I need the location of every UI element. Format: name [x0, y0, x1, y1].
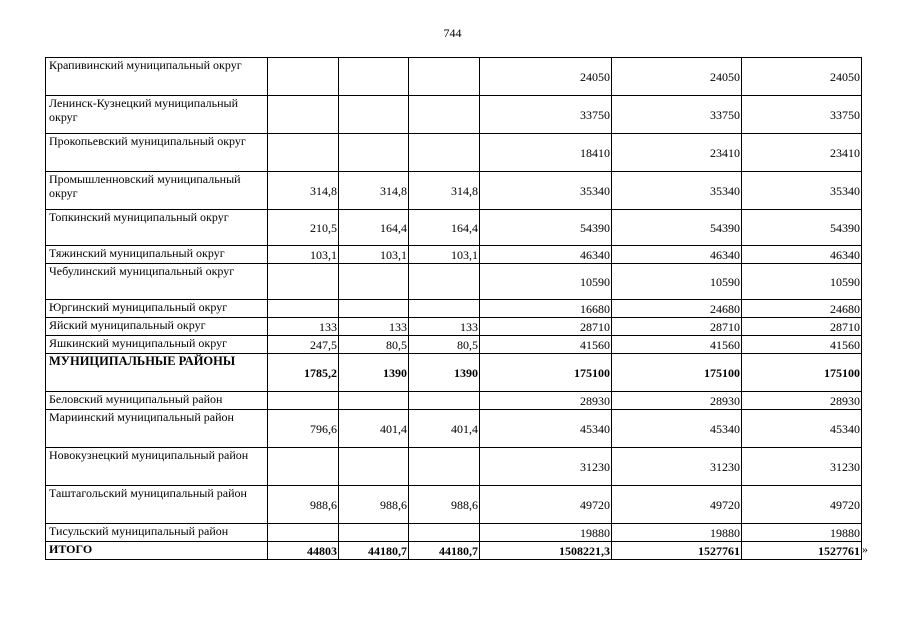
cell-col-1: 988,6: [268, 486, 339, 524]
closing-quote-mark: »: [862, 542, 868, 556]
cell-col-6: 41560: [742, 336, 862, 354]
cell-col-3: [409, 264, 480, 300]
cell-col-2: 133: [339, 318, 409, 336]
cell-col-2: 164,4: [339, 210, 409, 246]
table-row: [46, 58, 862, 96]
table-row: [46, 134, 862, 172]
row-name: Яйский муниципальный округ: [46, 318, 268, 336]
row-name: Таштагольский муниципальный район: [46, 486, 268, 524]
cell-col-6: 54390: [742, 210, 862, 246]
cell-col-5: 45340: [612, 410, 742, 448]
cell-col-2: 314,8: [339, 172, 409, 210]
cell-col-6: 31230: [742, 448, 862, 486]
cell-col-4: 16680: [480, 300, 612, 318]
total-row: [46, 542, 862, 560]
cell-col-1: 103,1: [268, 246, 339, 264]
cell-col-6: 28710: [742, 318, 862, 336]
table-row: [46, 264, 862, 300]
cell-col-6: 49720: [742, 486, 862, 524]
table-row: [46, 336, 862, 354]
cell-col-3: 133: [409, 318, 480, 336]
table-row: [46, 524, 862, 542]
cell-col-1: 796,6: [268, 410, 339, 448]
row-name: Юргинский муниципальный округ: [46, 300, 268, 318]
cell-col-3: [409, 300, 480, 318]
cell-col-5: 24680: [612, 300, 742, 318]
total-label: ИТОГО: [46, 542, 268, 560]
row-name: Тяжинский муниципальный округ: [46, 246, 268, 264]
cell-col-6: 45340: [742, 410, 862, 448]
cell-col-4: 19880: [480, 524, 612, 542]
cell-col-3: [409, 58, 480, 96]
cell-col-3: 80,5: [409, 336, 480, 354]
cell-col-5: 28710: [612, 318, 742, 336]
cell-col-3: [409, 134, 480, 172]
cell-col-6: 28930: [742, 392, 862, 410]
cell-col-5: 35340: [612, 172, 742, 210]
cell-col-2: 103,1: [339, 246, 409, 264]
cell-col-4: 18410: [480, 134, 612, 172]
cell-col-6: 24050: [742, 58, 862, 96]
cell-col-6: 35340: [742, 172, 862, 210]
table-row: [46, 392, 862, 410]
cell-col-2: 1390: [339, 354, 409, 392]
cell-col-2: 80,5: [339, 336, 409, 354]
cell-col-4: 28710: [480, 318, 612, 336]
cell-col-5: 24050: [612, 58, 742, 96]
cell-col-4: 24050: [480, 58, 612, 96]
row-name: Мариинский муниципальный район: [46, 410, 268, 448]
table-row: [46, 300, 862, 318]
cell-col-6: 24680: [742, 300, 862, 318]
cell-col-5: 19880: [612, 524, 742, 542]
table-row: [46, 172, 862, 210]
section-row: [46, 354, 862, 392]
cell-col-3: [409, 96, 480, 134]
cell-col-6: 19880: [742, 524, 862, 542]
cell-col-3: 103,1: [409, 246, 480, 264]
cell-col-1: [268, 134, 339, 172]
table-row: [46, 318, 862, 336]
cell-col-5: 28930: [612, 392, 742, 410]
cell-col-4: 31230: [480, 448, 612, 486]
table-row: [46, 246, 862, 264]
cell-col-6: 23410: [742, 134, 862, 172]
table-row: [46, 410, 862, 448]
cell-col-6: 10590: [742, 264, 862, 300]
cell-col-6: 46340: [742, 246, 862, 264]
table-row: [46, 96, 862, 134]
cell-col-1: 1785,2: [268, 354, 339, 392]
cell-col-2: [339, 300, 409, 318]
cell-col-4: 46340: [480, 246, 612, 264]
row-name: Чебулинский муниципальный округ: [46, 264, 268, 300]
cell-col-1: 210,5: [268, 210, 339, 246]
cell-col-5: 1527761: [612, 542, 742, 560]
cell-col-5: 23410: [612, 134, 742, 172]
table-row: [46, 486, 862, 524]
cell-col-1: 44803: [268, 542, 339, 560]
cell-col-5: 175100: [612, 354, 742, 392]
cell-col-3: [409, 448, 480, 486]
row-name: Беловский муниципальный район: [46, 392, 268, 410]
cell-col-5: 54390: [612, 210, 742, 246]
cell-col-1: [268, 264, 339, 300]
cell-col-4: 175100: [480, 354, 612, 392]
row-name: Прокопьевский муниципальный округ: [46, 134, 268, 172]
cell-col-1: [268, 96, 339, 134]
row-name: Топкинский муниципальный округ: [46, 210, 268, 246]
cell-col-3: 401,4: [409, 410, 480, 448]
cell-col-2: [339, 134, 409, 172]
cell-col-5: 46340: [612, 246, 742, 264]
cell-col-2: [339, 524, 409, 542]
row-name: Ленинск-Кузнецкий муниципальный округ: [46, 96, 268, 134]
cell-col-1: [268, 300, 339, 318]
row-name: Тисульский муниципальный район: [46, 524, 268, 542]
cell-col-6: 33750: [742, 96, 862, 134]
cell-col-4: 28930: [480, 392, 612, 410]
cell-col-3: 988,6: [409, 486, 480, 524]
cell-col-2: [339, 58, 409, 96]
cell-col-3: 164,4: [409, 210, 480, 246]
cell-col-4: 10590: [480, 264, 612, 300]
table-row: [46, 448, 862, 486]
cell-col-1: [268, 524, 339, 542]
cell-col-1: [268, 392, 339, 410]
cell-col-4: 41560: [480, 336, 612, 354]
row-name: Яшкинский муниципальный округ: [46, 336, 268, 354]
cell-col-2: [339, 448, 409, 486]
row-name: Новокузнецкий муниципальный район: [46, 448, 268, 486]
cell-col-2: [339, 392, 409, 410]
cell-col-4: 1508221,3: [480, 542, 612, 560]
budget-table: [45, 57, 862, 560]
row-name: Промышленновский муниципальный округ: [46, 172, 268, 210]
cell-col-1: 314,8: [268, 172, 339, 210]
cell-col-5: 41560: [612, 336, 742, 354]
page-number: 744: [443, 26, 462, 40]
section-heading: МУНИЦИПАЛЬНЫЕ РАЙОНЫ: [46, 354, 268, 392]
cell-col-4: 54390: [480, 210, 612, 246]
row-name: Крапивинский муниципальный округ: [46, 58, 268, 96]
cell-col-5: 33750: [612, 96, 742, 134]
cell-col-4: 35340: [480, 172, 612, 210]
cell-col-2: [339, 264, 409, 300]
cell-col-5: 10590: [612, 264, 742, 300]
cell-col-1: [268, 58, 339, 96]
cell-col-4: 33750: [480, 96, 612, 134]
cell-col-4: 49720: [480, 486, 612, 524]
cell-col-3: [409, 392, 480, 410]
cell-col-2: 401,4: [339, 410, 409, 448]
cell-col-2: 44180,7: [339, 542, 409, 560]
cell-col-6: 175100: [742, 354, 862, 392]
cell-col-3: 44180,7: [409, 542, 480, 560]
cell-col-5: 31230: [612, 448, 742, 486]
cell-col-2: 988,6: [339, 486, 409, 524]
cell-col-4: 45340: [480, 410, 612, 448]
cell-col-1: 133: [268, 318, 339, 336]
cell-col-3: 1390: [409, 354, 480, 392]
cell-col-2: [339, 96, 409, 134]
cell-col-5: 49720: [612, 486, 742, 524]
cell-col-3: [409, 524, 480, 542]
table-row: [46, 210, 862, 246]
cell-col-6: 1527761: [742, 542, 862, 560]
cell-col-3: 314,8: [409, 172, 480, 210]
cell-col-1: [268, 448, 339, 486]
cell-col-1: 247,5: [268, 336, 339, 354]
